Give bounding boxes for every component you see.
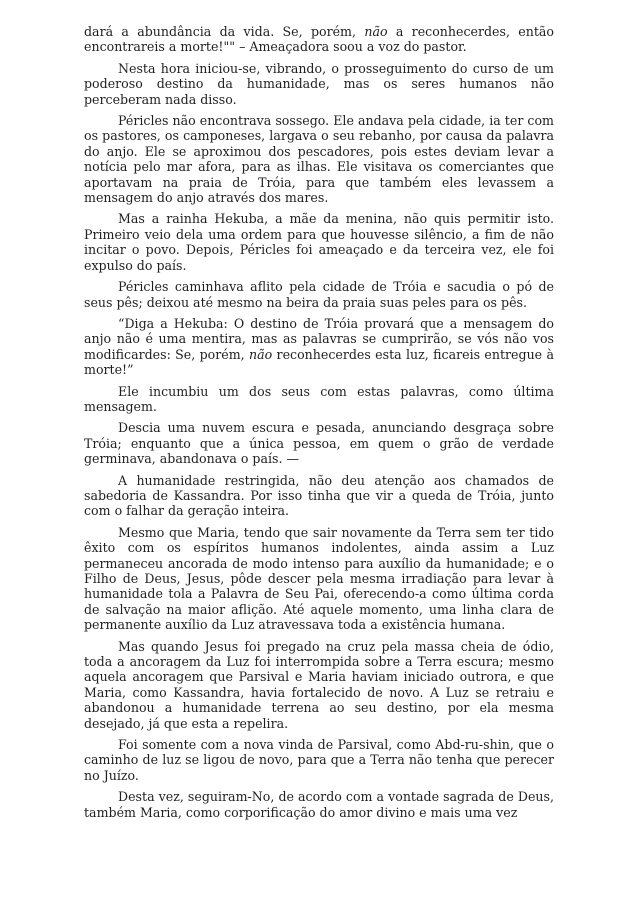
- paragraph-text: Desta vez, seguiram-No, de acordo com a vontade sagrada de Deus, também Maria, como corporificação do amor divino e mais uma vez: [84, 789, 554, 820]
- paragraph: [84, 639, 554, 731]
- paragraph: [84, 737, 554, 783]
- paragraph-text: Mesmo que Maria, tendo que sair novamente da Terra sem ter tido êxito com os espíritos humanos indolentes, ainda assim a Luz permaneceu ancorada de modo intenso para auxílio da humanidade; e o Filho de Deus, Jesus, pôde descer pela mesma irradiação para levar à humanidade tola a Palavra de Seu Pai, oferecendo-a como última corda de salvação na maior aflição. Até aquele momento, uma linha clara de permanente auxílio da Luz atravessava toda a existência humana.: [84, 524, 554, 633]
- paragraph: [84, 24, 554, 55]
- paragraph-text: A humanidade restringida, não deu atenção aos chamados de sabedoria de Kassandra. Por isso tinha que vir a queda de Tróia, junto com o falhar da geração inteira.: [84, 472, 554, 519]
- emphasized-text: não: [364, 24, 388, 39]
- paragraph: [84, 279, 554, 310]
- paragraph: [84, 61, 554, 107]
- paragraph-text: “Diga a Hekuba: O destino de Tróia provará que a mensagem do anjo não é uma mentira, mas as palavras se cumprirão, se vós não vos modificardes: Se, porém,: [84, 315, 554, 362]
- emphasized-text: não: [249, 346, 273, 362]
- paragraph-text: dará a abundância da vida. Se, porém,: [84, 24, 365, 39]
- paragraph: [84, 525, 554, 633]
- paragraph-text: Mas a rainha Hekuba, a mãe da menina, não quis permitir isto. Primeiro veio dela uma ordem para que houvesse silêncio, a fim de não incitar o povo. Depois, Péricles foi ameaçado e da terceira vez, ele foi expulso do país.: [84, 211, 554, 273]
- paragraph: [84, 473, 554, 519]
- paragraph-text: Péricles não encontrava sossego. Ele andava pela cidade, ia ter com os pastores, os camponeses, largava o seu rebanho, por causa da palavra do anjo. Ele se aproximou dos pescadores, pois estes deviam levar a notícia pelo mar afora, para as ilhas. Ele visitava os comerciantes que aportavam na praia de Tróia, para que também eles levassem a mensagem do anjo através dos mares.: [84, 113, 554, 206]
- paragraph: [84, 211, 554, 273]
- paragraph-text: Descia uma nuvem escura e pesada, anunciando desgraça sobre Tróia; enquanto que a única pessoa, em quem o grão de verdade germinava, abandonava o país. —: [84, 420, 554, 467]
- paragraph: [84, 113, 554, 205]
- paragraph-text: Péricles caminhava aflito pela cidade de Tróia e sacudia o pó de seus pês; deixou até mesmo na beira da praia suas peles para os pês.: [84, 279, 554, 310]
- paragraph: [84, 384, 554, 415]
- paragraph-text: Ele incumbiu um dos seus com estas palavras, como última mensagem.: [84, 383, 554, 414]
- paragraph-text: a reconhecerdes, então encontrareis a morte!"" – Ameaçadora soou a voz do pastor.: [84, 24, 554, 55]
- paragraph: [84, 316, 554, 378]
- paragraph-text: reconhecerdes esta luz, ficareis entregue à morte!”: [84, 346, 554, 378]
- paragraph-text: Nesta hora iniciou-se, vibrando, o prosseguimento do curso de um poderoso destino da humanidade, mas os seres humanos não perceberam nada disso.: [84, 60, 554, 107]
- paragraph: [84, 420, 554, 466]
- paragraph-text: Foi somente com a nova vinda de Parsival, como Abd-ru-shin, que o caminho de luz se ligou de novo, para que a Terra não tenha que perecer no Juízo.: [84, 737, 554, 783]
- paragraph: [84, 789, 554, 820]
- paragraph-text: Mas quando Jesus foi pregado na cruz pela massa cheia de ódio, toda a ancoragem da Luz foi interrompida sobre a Terra escura; mesmo aquela ancoragem que Parsival e Maria haviam iniciado outrora, e que Maria, como Kassandra, havia fortalecido de novo. A Luz se retraiu e abandonou a humanidade terrena ao seu destino, por ela mesma desejado, já que esta a repelira.: [84, 638, 554, 731]
